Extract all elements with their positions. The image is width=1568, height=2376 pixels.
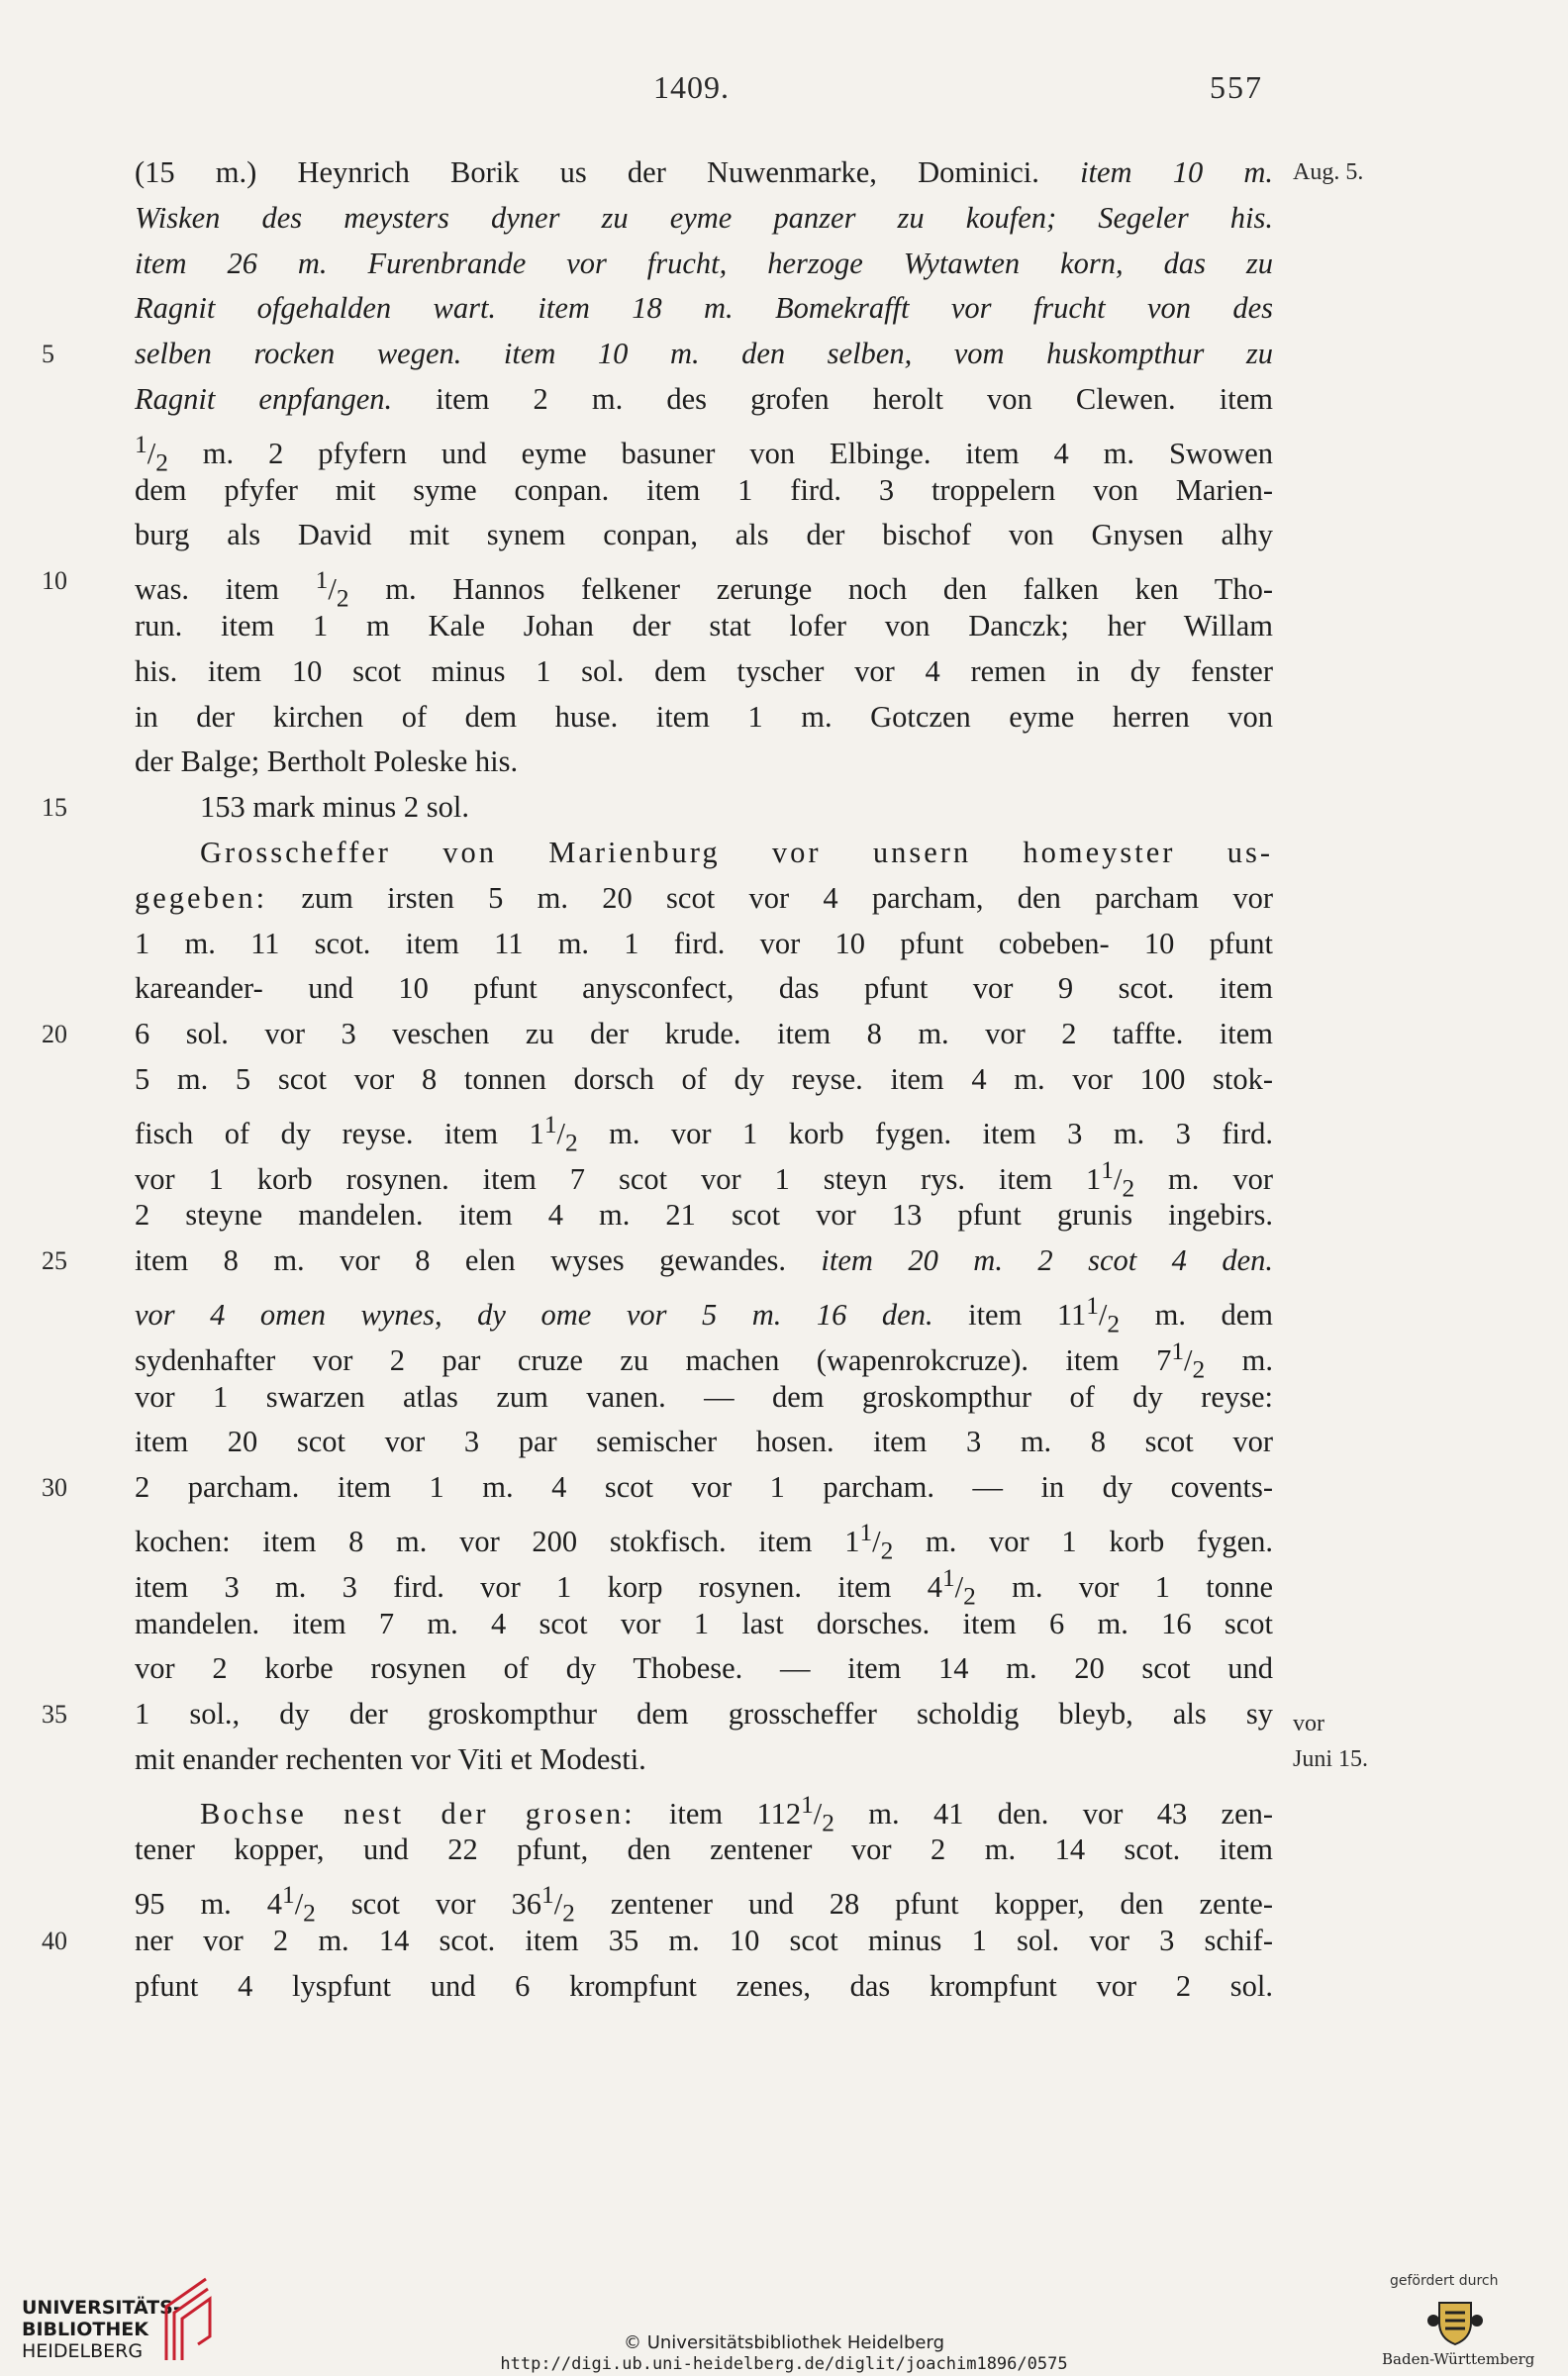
line-text: Ragnit enpfangen. item 2 m. des grofen herolt von Clewen. item (135, 381, 1273, 416)
text-line (135, 922, 1273, 967)
line-text: his. item 10 scot minus 1 sol. dem tyscher vor 4 remen in dy fenster (135, 653, 1273, 688)
text-line (135, 831, 1273, 876)
margin-date-note: Aug. 5. (1293, 159, 1364, 185)
library-name-line: HEIDELBERG (22, 2340, 144, 2362)
line-text: 2 steyne mandelen. item 4 m. 21 scot vor 13 pfunt grunis ingebirs. (135, 1198, 1273, 1233)
line-text: (15 m.) Heynrich Borik us der Nuwenmarke, Dominici. item 10 m. (135, 155, 1274, 189)
text-line (42, 332, 1273, 377)
line-text: ner vor 2 m. 14 scot. item 35 m. 10 scot minus 1 sol. vor 3 schif- (135, 1924, 1273, 1958)
line-text: Wisken des meysters dyner zu eyme panzer zu koufen; Segeler his. (135, 200, 1273, 235)
line-text: was. item $^1/_2$ m. Hannos felkener zerunge noch den falken ken Tho- (135, 566, 1273, 613)
line-text: burg als David mit synem conpan, als der bischof von Gnysen alhy (135, 518, 1273, 552)
coat-of-arms-icon (1425, 2297, 1485, 2350)
line-text: pfunt 4 lyspfunt und 6 krompfunt zenes, das krompfunt vor 2 sol. (135, 1968, 1273, 2003)
text-line (135, 1057, 1273, 1103)
text-line (135, 1193, 1273, 1238)
line-number: 35 (42, 1700, 67, 1730)
text-line (42, 558, 1273, 613)
line-text: $^1/_2$ m. 2 pfyfern und eyme basuner von Elbinge. item 4 m. Swowen (135, 430, 1273, 477)
text-line (135, 1737, 1369, 1783)
line-number: 25 (42, 1246, 67, 1276)
line-text: fisch of dy reyse. item $1^1/_2$ m. vor 1 korb fygen. item 3 m. 3 fird. (135, 1110, 1273, 1156)
text-line (42, 1012, 1273, 1057)
text-line (135, 740, 1273, 785)
line-text: 2 parcham. item 1 m. 4 scot vor 1 parcham. — in dy covents- (135, 1470, 1273, 1505)
text-line (135, 695, 1273, 741)
page-header (0, 69, 1568, 119)
line-text: mandelen. item 7 m. 4 scot vor 1 last dorsches. item 6 m. 16 scot (135, 1606, 1273, 1640)
line-text: 153 mark minus 2 sol. (200, 790, 469, 825)
sponsor-name: Baden-Württemberg (1382, 2350, 1535, 2368)
text-line (135, 286, 1273, 332)
margin-date-note: vor (1293, 1711, 1324, 1737)
line-text: 95 m. $4^1/_2$ scot vor $36^1/_2$ zentener und 28 pfunt kopper, den zente- (135, 1881, 1273, 1928)
text-line (135, 513, 1273, 558)
line-text: dem pfyfer mit syme conpan. item 1 fird. 3 troppelern von Marien- (135, 472, 1273, 507)
line-text: in der kirchen of dem huse. item 1 m. Gotczen eyme herren von (135, 699, 1273, 734)
text-line (135, 468, 1273, 514)
text-line (135, 1284, 1273, 1338)
line-number: 15 (42, 793, 67, 823)
library-name-line: UNIVERSITÄTS- (22, 2297, 181, 2319)
text-line (135, 876, 1273, 922)
text-line (135, 1556, 1273, 1610)
text-line (135, 604, 1273, 649)
line-number: 20 (42, 1020, 67, 1049)
copyright-notice: © Universitätsbibliothek Heidelberg (623, 2332, 944, 2353)
text-line (135, 1964, 1273, 2010)
text-line (135, 966, 1273, 1012)
text-line (42, 1238, 1273, 1284)
line-text: mit enander rechenten vor Viti et Modesti. (135, 1741, 646, 1776)
line-text: vor 1 swarzen atlas zum vanen. — dem groskompthur of dy reyse: (135, 1379, 1273, 1414)
line-text: kareander- und 10 pfunt anysconfect, das pfunt vor 9 scot. item (135, 971, 1273, 1006)
line-text: 5 m. 5 scot vor 8 tonnen dorsch of dy reyse. item 4 m. vor 100 stok- (135, 1061, 1273, 1096)
text-line (135, 1511, 1273, 1565)
line-text: 1 sol., dy der groskompthur dem grosscheffer scholdig bleyb, als sy (135, 1697, 1273, 1732)
text-line (135, 1783, 1274, 1836)
text-line (135, 649, 1273, 695)
line-text: gegeben: zum irsten 5 m. 20 scot vor 4 parcham, den parcham vor (135, 880, 1273, 915)
text-line (135, 1375, 1273, 1421)
line-text: selben rocken wegen. item 10 m. den selben, vom huskompthur zu (135, 337, 1273, 371)
text-line (42, 1919, 1273, 1964)
text-line (135, 1646, 1273, 1692)
page-number: 557 (1210, 69, 1263, 105)
source-url-link[interactable]: http://digi.ub.uni-heidelberg.de/diglit/joachim1896/0575 (500, 2354, 1068, 2374)
text-line (135, 423, 1273, 477)
line-text: Ragnit ofgehalden wart. item 18 m. Bomekrafft vor frucht von des (135, 291, 1273, 326)
text-line (42, 785, 1273, 831)
line-text: tener kopper, und 22 pfunt, den zentener vor 2 m. 14 scot. item (135, 1832, 1273, 1867)
library-name-line: BIBLIOTHEK (22, 2319, 148, 2340)
text-line (135, 1828, 1273, 1873)
line-text: vor 2 korbe rosynen of dy Thobese. — item 14 m. 20 scot und (135, 1651, 1273, 1686)
line-text: 1 m. 11 scot. item 11 m. 1 fird. vor 10 pfunt cobeben- 10 pfunt (135, 926, 1273, 960)
running-header-year: 1409. (653, 69, 730, 105)
line-number: 10 (42, 566, 67, 596)
text-line (135, 150, 1364, 196)
line-number: 40 (42, 1927, 67, 1956)
line-number: 30 (42, 1473, 67, 1503)
line-text: item 8 m. vor 8 elen wyses gewandes. item 20 m. 2 scot 4 den. (135, 1243, 1273, 1278)
sponsor-label: gefördert durch (1390, 2273, 1499, 2289)
line-text: Grosscheffer von Marienburg vor unsern homeyster us- (200, 835, 1273, 869)
text-line (135, 1873, 1273, 1928)
line-text: vor 1 korb rosynen. item 7 scot vor 1 steyn rys. item $1^1/_2$ m. vor (135, 1155, 1273, 1202)
text-line (135, 1148, 1273, 1202)
line-text: kochen: item 8 m. vor 200 stokfisch. item $1^1/_2$ m. vor 1 korb fygen. (135, 1518, 1273, 1565)
line-text: vor 4 omen wynes, dy ome vor 5 m. 16 den. item $11^1/_2$ m. dem (135, 1291, 1273, 1338)
line-text: sydenhafter vor 2 par cruze zu machen (wapenrokcruze). item $7^1/_2$ m. (135, 1336, 1273, 1383)
line-text: Bochse nest der grosen: item $112^1/_2$ m. 41 den. vor 43 zen- (200, 1790, 1274, 1836)
digitization-footer (0, 2257, 1568, 2376)
text-line (135, 1330, 1273, 1383)
line-number: 5 (42, 340, 54, 369)
text-line (135, 377, 1273, 423)
text-line (135, 1420, 1273, 1465)
document-body (42, 150, 1369, 2010)
line-text: item 20 scot vor 3 par semischer hosen. item 3 m. 8 scot vor (135, 1425, 1273, 1459)
text-line (135, 1602, 1273, 1647)
line-text: item 26 m. Furenbrande vor frucht, herzoge Wytawten korn, das zu (135, 246, 1273, 280)
line-text: run. item 1 m Kale Johan der stat lofer von Danczk; her Willam (135, 608, 1273, 643)
text-line (42, 1692, 1324, 1737)
text-line (42, 1465, 1273, 1511)
text-line (135, 242, 1273, 287)
line-text: der Balge; Bertholt Poleske his. (135, 744, 519, 779)
text-line (135, 196, 1273, 242)
line-text: item 3 m. 3 fird. vor 1 korp rosynen. item $4^1/_2$ m. vor 1 tonne (135, 1563, 1273, 1610)
line-text: 6 sol. vor 3 veschen zu der krude. item 8 m. vor 2 taffte. item (135, 1017, 1273, 1051)
margin-date-note: Juni 15. (1293, 1745, 1369, 1772)
text-line (135, 1103, 1273, 1156)
